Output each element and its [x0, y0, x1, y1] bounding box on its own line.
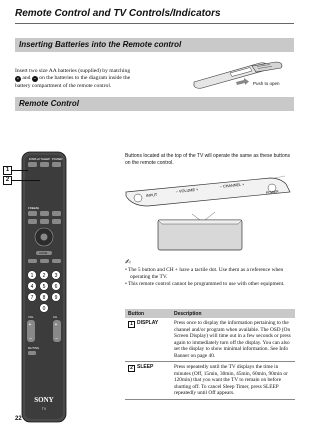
remote-key-2: 2: [42, 272, 46, 279]
tv-channel-label: – CHANNEL +: [219, 182, 245, 189]
row-number: 2: [128, 365, 135, 372]
remote-sleep-label: SLEEP: [41, 157, 51, 161]
remote-freeze-button: [28, 211, 37, 216]
instructions-part-1: Insert two size AA batteries (supplied) by matching: [15, 68, 131, 74]
tv-input-label: INPUT: [145, 192, 158, 198]
remote-home-label: HOME: [39, 251, 48, 255]
title-rule: [15, 23, 294, 24]
svg-text:–: –: [29, 336, 32, 342]
pen-icon: ✍: [125, 258, 131, 266]
table-header-button: Button: [125, 309, 171, 318]
tv-illustration: [120, 174, 300, 252]
remote-freeze-label: FREEZE: [28, 206, 40, 210]
svg-text:+: +: [28, 322, 32, 328]
table-header-description: Description: [171, 309, 295, 318]
tv-body: [158, 220, 242, 250]
table-cell-description: Press repeatedly until the TV displays the time in minutes (Off, 15min, 30min, 45min, 60min, 90min or 120min) that you want the TV to remain on before shutting off. To cancel Sleep Timer, press SLEEP repeatedly until Off appears.: [171, 362, 295, 400]
remote-heading: Remote Control: [19, 98, 79, 108]
remote-vol-label: VOL: [28, 315, 34, 319]
table-header-row: [125, 309, 295, 318]
callout-2-line: [12, 180, 40, 181]
tv-input-button: [134, 194, 142, 202]
callout-1-line: [12, 170, 28, 171]
table-cell-description: Press once to display the information pertaining to the channel and/or program when available. The OSD (On Screen Display) will time out in a few seconds or press again to immediately turn off the display. You can also set the display to show minimal information. See Info Banner on page 40.: [171, 318, 295, 362]
push-to-open-label: Push to open: [253, 81, 280, 86]
remote-display-button: [28, 162, 37, 167]
remote-sleep-button: [40, 162, 49, 167]
note-item: • The 5 button and CH + have a tactile dot. Use them as a reference when operating the TV.: [125, 267, 284, 280]
remote-key-5: 5: [42, 283, 46, 290]
remote-power-label: POWER: [52, 157, 63, 161]
callout-1: 1: [3, 166, 12, 175]
table-row: [125, 318, 295, 362]
page-title: Remote Control and TV Controls/Indicators: [15, 8, 221, 19]
remote-key-1: 1: [30, 272, 34, 279]
tv-power-label: POWER: [265, 189, 279, 195]
page-number: 22: [15, 416, 22, 422]
table-row: [125, 362, 295, 400]
note-item: • This remote control cannot be programmed to use with other equipment.: [125, 281, 285, 287]
remote-key-9: 9: [54, 294, 58, 301]
remote-key-4: 4: [30, 283, 34, 290]
remote-key-7: 7: [30, 294, 34, 301]
row-number: 1: [128, 321, 135, 328]
tv-top-panel: [126, 178, 290, 206]
remote-ok-button: [41, 234, 48, 241]
table-cell-button: [125, 362, 171, 400]
batteries-instructions: [15, 68, 135, 90]
notes: [125, 258, 295, 288]
remote-illustration: [12, 151, 108, 426]
remote-muting-label: MUTING: [28, 346, 40, 350]
remote-tv-label: TV: [41, 407, 47, 411]
batteries-banner: [15, 38, 294, 52]
remote-power-button: [52, 162, 61, 167]
instructions-part-2: and: [21, 75, 32, 82]
remote-banner: [15, 97, 294, 111]
remote-ch-label: CH: [53, 315, 58, 319]
tv-volume-label: – VOLUME +: [175, 187, 199, 194]
remote-key-0: 0: [42, 305, 46, 312]
svg-text:–: –: [55, 336, 58, 342]
instructions-part-3: on the batteries to the diagram inside the battery compartment of the remote control.: [15, 75, 131, 89]
batteries-heading: Inserting Batteries into the Remote control: [19, 39, 182, 49]
remote-brand-logo: SONY: [34, 396, 54, 404]
remote-muting-button: [28, 351, 36, 355]
svg-text:+: +: [54, 322, 58, 328]
tv-buttons-caption: Buttons located at the top of the TV will operate the same as these buttons on the remote control.: [125, 153, 291, 166]
remote-key-3: 3: [54, 272, 58, 279]
table-cell-button: [125, 318, 171, 362]
plus-icon: +: [16, 76, 20, 82]
button-name: DISPLAY: [137, 320, 159, 326]
remote-key-6: 6: [54, 283, 58, 290]
remote-display-label: DISPLAY: [29, 157, 41, 161]
remote-key-8: 8: [42, 294, 46, 301]
minus-icon: −: [33, 76, 37, 82]
callout-2: 2: [3, 176, 12, 185]
push-arrow-icon: [236, 78, 249, 85]
button-name: SLEEP: [137, 364, 154, 370]
button-table: [125, 309, 295, 400]
